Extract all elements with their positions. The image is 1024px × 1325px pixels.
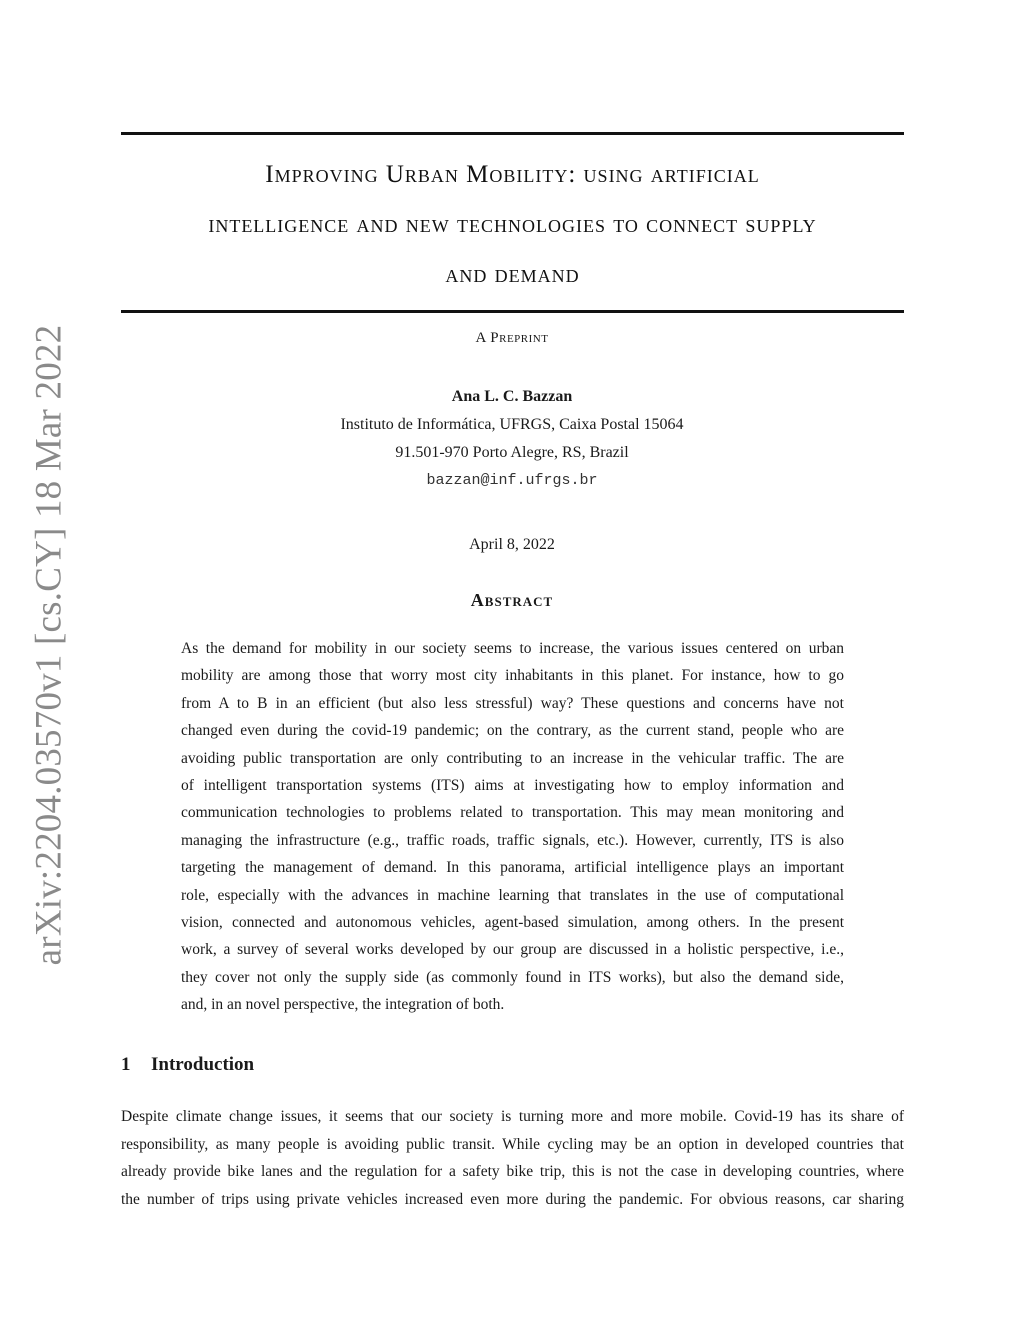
publication-date: April 8, 2022 [469,536,555,553]
body-line: Despite climate change issues, it seems that our society is turning more and more mobile. Covid-19 has its share of [121,1108,904,1125]
abstract-line: As the demand for mobility in our society seems to increase, the various issues centered on urban [181,640,844,657]
title-line: intelligence and new technologies to connect supply [208,211,817,238]
author-name: Ana L. C. Bazzan [451,388,573,405]
abstract-line: work, a survey of several works developed by our group are discussed in a holistic perspective, i.e., [181,941,844,959]
abstract-line: role, especially with the advances in machine learning that translates in the use of computational [181,886,844,904]
abstract-line: changed even during the covid-19 pandemic; on the contrary, as the current stand, people who are [181,722,844,740]
abstract-heading: Abstract [470,590,554,610]
author-email[interactable]: bazzan@inf.ufrgs.br [426,472,598,489]
arxiv-identifier: arXiv:2204.03570v1 [cs.CY] 18 Mar 2022 [28,324,70,966]
abstract-line: managing the infrastructure (e.g., traffic roads, traffic signals, etc.). However, currently, ITS is also [181,831,844,849]
abstract-line: targeting the management of demand. In this panorama, artificial intelligence plays an important [181,859,844,877]
paper-title [121,150,904,300]
author-affiliation: Instituto de Informática, UFRGS, Caixa Postal 15064 [340,416,684,433]
abstract-line: communication technologies to problems related to transportation. This may mean monitoring and [181,804,844,822]
abstract-line: avoiding public transportation are only contributing to an increase in the vehicular traffic. The are [181,749,844,767]
preprint-label: A Preprint [475,330,549,346]
body-line: the number of trips using private vehicles increased even more during the pandemic. For obvious reasons, car sharing [121,1190,904,1208]
section-title: Introduction [151,1054,255,1075]
abstract-body [181,635,844,1019]
section-number: 1 [121,1054,131,1075]
title-top-rule [121,132,904,135]
section-heading [121,1054,254,1076]
abstract-line: of intelligent transportation systems (ITS) aims at investigating how to employ information and [181,777,844,795]
body-line: already provide bike lanes and the regulation for a safety bike trip, this is not the case in developing countries, where [121,1163,904,1181]
title-line: Improving Urban Mobility: using artificial [265,161,760,188]
abstract-line: mobility are among those that worry most city inhabitants in this planet. For instance, how to go [181,667,844,685]
abstract-line: and, in an novel perspective, the integration of both. [181,996,505,1014]
title-line: and demand [445,261,580,288]
author-block [0,383,1024,495]
title-bottom-rule [121,310,904,313]
abstract-line: vision, connected and autonomous vehicles, agent-based simulation, among others. In the present [181,914,844,932]
abstract-line: from A to B in an efficient (but also less stressful) way? These questions and concerns have not [181,694,844,712]
author-address: 91.501-970 Porto Alegre, RS, Brazil [395,444,629,461]
body-line: responsibility, as many people is avoiding public transit. While cycling may be an option in developed countries that [121,1135,904,1153]
introduction-body [121,1103,904,1213]
abstract-line: they cover not only the supply side (as commonly found in ITS works), but also the demand side, [181,968,844,986]
